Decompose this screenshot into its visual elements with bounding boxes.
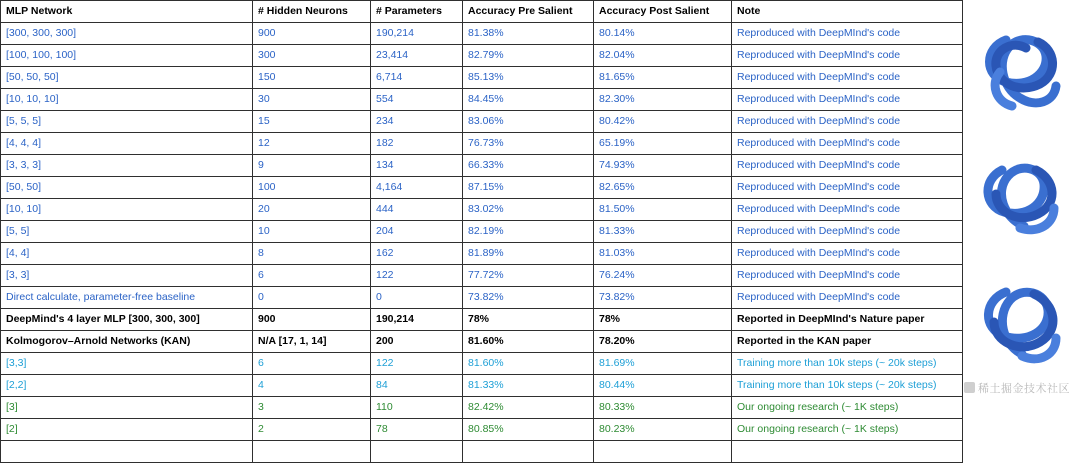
cell-network: [3, 3] <box>1 265 253 287</box>
cell-parameters: 134 <box>371 155 463 177</box>
cell-hidden-neurons: 10 <box>253 221 371 243</box>
cell-network: [50, 50] <box>1 177 253 199</box>
cell-parameters: 0 <box>371 287 463 309</box>
cell-network: [50, 50, 50] <box>1 67 253 89</box>
table-row <box>1 199 963 221</box>
column-header-mlp-network: MLP Network <box>1 1 253 23</box>
cell-network: Direct calculate, parameter-free baseline <box>1 287 253 309</box>
cell-acc-post: 80.33% <box>594 397 732 419</box>
cell-acc-post: 80.14% <box>594 23 732 45</box>
cell-acc-pre: 78% <box>463 309 594 331</box>
cell-parameters: 23,414 <box>371 45 463 67</box>
cell-hidden-neurons: 4 <box>253 375 371 397</box>
cell-network: [3] <box>1 397 253 419</box>
cell-acc-post: 81.65% <box>594 67 732 89</box>
cell-acc-pre: 73.82% <box>463 287 594 309</box>
cell-parameters: 6,714 <box>371 67 463 89</box>
cell-hidden-neurons: 150 <box>253 67 371 89</box>
cell-hidden-neurons: 100 <box>253 177 371 199</box>
cell-parameters: 84 <box>371 375 463 397</box>
cell-note: Reproduced with DeepMInd's code <box>732 45 963 67</box>
table-body <box>1 23 963 463</box>
cell-hidden-neurons: 900 <box>253 309 371 331</box>
table-row <box>1 375 963 397</box>
cell-parameters: 162 <box>371 243 463 265</box>
cell-parameters: 204 <box>371 221 463 243</box>
table-row <box>1 309 963 331</box>
cell-parameters: 234 <box>371 111 463 133</box>
table-row <box>1 221 963 243</box>
cell-parameters: 78 <box>371 419 463 441</box>
cell-note: Training more than 10k steps (~ 20k steps) <box>732 375 963 397</box>
table-row <box>1 23 963 45</box>
cell-note: Reproduced with DeepMInd's code <box>732 155 963 177</box>
cell-acc-pre: 76.73% <box>463 133 594 155</box>
cell-parameters: 110 <box>371 397 463 419</box>
table-row <box>1 67 963 89</box>
cell-hidden-neurons <box>253 441 371 463</box>
cell-acc-post: 80.44% <box>594 375 732 397</box>
table-row <box>1 331 963 353</box>
cell-network: [4, 4] <box>1 243 253 265</box>
cell-acc-post: 81.50% <box>594 199 732 221</box>
table-row <box>1 111 963 133</box>
column-header-note: Note <box>732 1 963 23</box>
cell-network: [5, 5] <box>1 221 253 243</box>
cell-parameters: 122 <box>371 265 463 287</box>
cell-hidden-neurons: 0 <box>253 287 371 309</box>
cell-hidden-neurons: 30 <box>253 89 371 111</box>
cell-acc-post: 78% <box>594 309 732 331</box>
table-header <box>1 1 963 23</box>
cell-parameters: 4,164 <box>371 177 463 199</box>
cell-acc-pre: 85.13% <box>463 67 594 89</box>
cell-parameters: 122 <box>371 353 463 375</box>
cell-acc-post: 80.23% <box>594 419 732 441</box>
cell-network: [4, 4, 4] <box>1 133 253 155</box>
cell-acc-pre: 81.89% <box>463 243 594 265</box>
cell-acc-pre: 81.38% <box>463 23 594 45</box>
table-row <box>1 89 963 111</box>
cell-hidden-neurons: 8 <box>253 243 371 265</box>
cell-network: [10, 10] <box>1 199 253 221</box>
knot-diagram-bottom <box>976 276 1068 380</box>
table-row <box>1 419 963 441</box>
cell-acc-pre: 81.33% <box>463 375 594 397</box>
cell-note: Reproduced with DeepMInd's code <box>732 133 963 155</box>
cell-acc-pre: 81.60% <box>463 331 594 353</box>
cell-hidden-neurons: 6 <box>253 265 371 287</box>
cell-note: Reproduced with DeepMInd's code <box>732 287 963 309</box>
column-header-hidden-neurons: # Hidden Neurons <box>253 1 371 23</box>
column-header-accuracy-pre-salient: Accuracy Pre Salient <box>463 1 594 23</box>
cell-acc-pre: 82.42% <box>463 397 594 419</box>
watermark-text: 稀土掘金技术社区 <box>978 383 1070 395</box>
cell-acc-post: 82.30% <box>594 89 732 111</box>
cell-hidden-neurons: 9 <box>253 155 371 177</box>
knot-diagram-middle <box>976 148 1068 252</box>
cell-acc-pre: 66.33% <box>463 155 594 177</box>
cell-note: Reproduced with DeepMInd's code <box>732 199 963 221</box>
cell-acc-post: 80.42% <box>594 111 732 133</box>
cell-note: Reproduced with DeepMInd's code <box>732 89 963 111</box>
cell-acc-post: 82.65% <box>594 177 732 199</box>
cell-parameters <box>371 441 463 463</box>
cell-note: Reproduced with DeepMInd's code <box>732 23 963 45</box>
cell-note: Reported in the KAN paper <box>732 331 963 353</box>
cell-parameters: 200 <box>371 331 463 353</box>
cell-note: Reproduced with DeepMInd's code <box>732 177 963 199</box>
cell-parameters: 554 <box>371 89 463 111</box>
cell-note: Reproduced with DeepMInd's code <box>732 265 963 287</box>
table-row <box>1 287 963 309</box>
cell-acc-pre <box>463 441 594 463</box>
table-row <box>1 397 963 419</box>
table-header-row <box>1 1 963 23</box>
cell-acc-pre: 81.60% <box>463 353 594 375</box>
table-row <box>1 45 963 67</box>
cell-acc-post: 82.04% <box>594 45 732 67</box>
cell-parameters: 444 <box>371 199 463 221</box>
cell-network: [2] <box>1 419 253 441</box>
cell-network <box>1 441 253 463</box>
cell-note: Our ongoing research (~ 1K steps) <box>732 419 963 441</box>
cell-acc-pre: 87.15% <box>463 177 594 199</box>
cell-note: Reproduced with DeepMInd's code <box>732 243 963 265</box>
cell-note <box>732 441 963 463</box>
cell-acc-post: 81.33% <box>594 221 732 243</box>
cell-hidden-neurons: 15 <box>253 111 371 133</box>
table-row <box>1 133 963 155</box>
table-row <box>1 265 963 287</box>
cell-parameters: 190,214 <box>371 309 463 331</box>
cell-note: Training more than 10k steps (~ 20k steps) <box>732 353 963 375</box>
cell-acc-pre: 83.06% <box>463 111 594 133</box>
cell-network: [100, 100, 100] <box>1 45 253 67</box>
cell-acc-pre: 80.85% <box>463 419 594 441</box>
watermark-logo-icon <box>964 382 975 393</box>
table-row <box>1 353 963 375</box>
column-header-accuracy-post-salient: Accuracy Post Salient <box>594 1 732 23</box>
cell-acc-pre: 84.45% <box>463 89 594 111</box>
cell-note: Reproduced with DeepMInd's code <box>732 67 963 89</box>
table-row <box>1 155 963 177</box>
cell-acc-post: 65.19% <box>594 133 732 155</box>
cell-acc-pre: 83.02% <box>463 199 594 221</box>
cell-acc-pre: 82.19% <box>463 221 594 243</box>
cell-acc-post: 78.20% <box>594 331 732 353</box>
cell-acc-post: 81.69% <box>594 353 732 375</box>
knot-diagram-top <box>976 22 1068 126</box>
cell-note: Reproduced with DeepMInd's code <box>732 221 963 243</box>
cell-note: Reported in DeepMInd's Nature paper <box>732 309 963 331</box>
cell-acc-post: 73.82% <box>594 287 732 309</box>
cell-acc-pre: 77.72% <box>463 265 594 287</box>
cell-network: [3, 3, 3] <box>1 155 253 177</box>
watermark <box>964 380 1070 396</box>
cell-hidden-neurons: 2 <box>253 419 371 441</box>
knot-figures-panel <box>962 0 1080 401</box>
cell-hidden-neurons: 20 <box>253 199 371 221</box>
cell-network: [10, 10, 10] <box>1 89 253 111</box>
cell-hidden-neurons: 900 <box>253 23 371 45</box>
cell-hidden-neurons: 12 <box>253 133 371 155</box>
table-row <box>1 177 963 199</box>
cell-network: [2,2] <box>1 375 253 397</box>
table-row <box>1 441 963 463</box>
cell-note: Our ongoing research (~ 1K steps) <box>732 397 963 419</box>
cell-hidden-neurons: 6 <box>253 353 371 375</box>
column-header-parameters: # Parameters <box>371 1 463 23</box>
cell-network: [3,3] <box>1 353 253 375</box>
cell-acc-post: 76.24% <box>594 265 732 287</box>
cell-network: [300, 300, 300] <box>1 23 253 45</box>
cell-network: Kolmogorov–Arnold Networks (KAN) <box>1 331 253 353</box>
cell-acc-post <box>594 441 732 463</box>
cell-note: Reproduced with DeepMInd's code <box>732 111 963 133</box>
cell-network: [5, 5, 5] <box>1 111 253 133</box>
cell-parameters: 182 <box>371 133 463 155</box>
cell-hidden-neurons: 3 <box>253 397 371 419</box>
cell-acc-post: 81.03% <box>594 243 732 265</box>
cell-acc-pre: 82.79% <box>463 45 594 67</box>
cell-acc-post: 74.93% <box>594 155 732 177</box>
cell-parameters: 190,214 <box>371 23 463 45</box>
table-row <box>1 243 963 265</box>
cell-network: DeepMind's 4 layer MLP [300, 300, 300] <box>1 309 253 331</box>
cell-hidden-neurons: 300 <box>253 45 371 67</box>
cell-hidden-neurons: N/A [17, 1, 14] <box>253 331 371 353</box>
